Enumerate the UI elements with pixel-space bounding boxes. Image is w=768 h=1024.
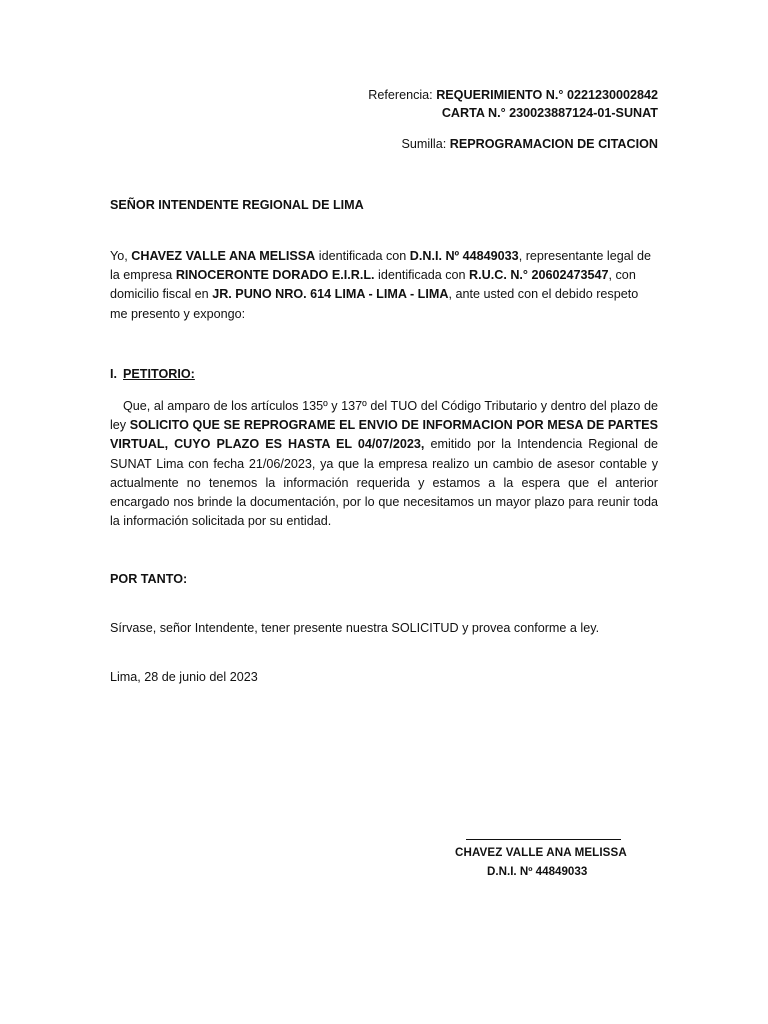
body-bold-request: SOLICITO QUE SE REPROGRAME EL ENVIO DE INFORMACION POR MESA DE PARTES VIRTUAL, CUYO PLAZO ES HASTA EL 04/07/2023,	[110, 418, 658, 452]
intro-dni: D.N.I. Nº 44849033	[409, 249, 519, 263]
intro-company: RINOCERONTE DORADO E.I.R.L.	[175, 268, 375, 283]
intro-ruc: R.U.C. N.° 20602473547	[469, 268, 609, 283]
reference-label: Referencia:	[368, 88, 437, 102]
intro-name: CHAVEZ VALLE ANA MELISSA	[131, 249, 316, 263]
intro-paragraph	[110, 247, 658, 324]
petitorio-title: PETITORIO:	[123, 367, 195, 381]
reference-line	[368, 86, 658, 104]
sumilla-value: REPROGRAMACION DE CITACION	[449, 137, 658, 151]
body-text-2: emitido por la Intendencia Regional de SUNAT Lima con fecha 21/06/2023, ya que la empresa realizo un cambio de asesor contable y actualmente no tenemos la información requerida y estamos a la espera que el anterior encargado nos brinde la documentación, por lo que necesitamos un mayor plazo para reunir toda la información solicitada por su entidad.	[110, 437, 659, 529]
intro-text-4: identificada con	[374, 268, 470, 283]
sumilla-label: Sumilla:	[401, 137, 450, 151]
intro-address: JR. PUNO NRO. 614 LIMA - LIMA - LIMA	[212, 287, 449, 302]
date-line: Lima, 28 de junio del 2023	[110, 670, 258, 684]
body-text-1: Que, al amparo de los artículos 135º y 137º del TUO del Código Tributario y dentro del plazo de ley	[110, 399, 658, 433]
request-line: Sírvase, señor Intendente, tener presente nuestra SOLICITUD y provea conforme a ley.	[110, 621, 600, 635]
addressee: SEÑOR INTENDENTE REGIONAL DE LIMA	[110, 198, 364, 212]
sumilla-line	[401, 135, 658, 153]
reference-value: REQUERIMIENTO N.° 0221230002842	[436, 88, 658, 102]
por-tanto-heading: POR TANTO:	[110, 572, 188, 586]
reference-block	[368, 86, 658, 122]
intro-text-2: identificada con	[315, 249, 410, 263]
intro-text-6: , ante usted con el debido respeto me presento y expongo:	[110, 287, 639, 321]
intro-text-3: , representante legal de la empresa	[110, 249, 652, 283]
petitorio-heading	[110, 367, 195, 381]
petitorio-number: I.	[110, 367, 117, 381]
intro-text-5: , con domicilio fiscal en	[110, 268, 636, 302]
intro-text-1: Yo,	[110, 249, 132, 263]
carta-line: CARTA N.° 230023887124-01-SUNAT	[441, 106, 658, 120]
signature-dni: D.N.I. Nº 44849033	[487, 865, 588, 878]
signature-line	[466, 839, 621, 840]
petitorio-paragraph	[110, 397, 658, 531]
signature-name: CHAVEZ VALLE ANA MELISSA	[455, 846, 627, 859]
